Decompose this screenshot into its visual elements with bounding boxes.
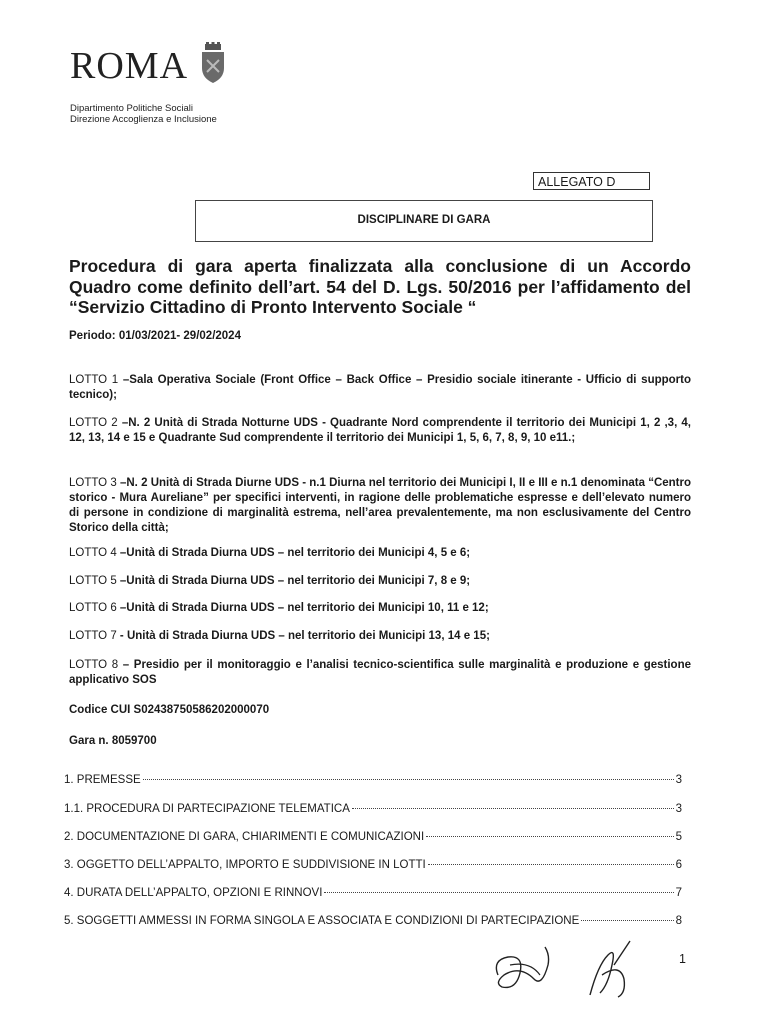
page-number: 1 xyxy=(679,952,686,966)
lot-4 xyxy=(69,546,691,561)
lot-7 xyxy=(69,629,691,644)
lot-label: LOTTO 8 xyxy=(69,659,119,671)
document-title: Procedura di gara aperta finalizzata alla conclusione di un Accordo Quadro come definito dell’art. 54 del D. Lgs. 50/2016 per l’affidamento del “Servizio Cittadino di Pronto Intervento Sociale “ xyxy=(69,256,691,317)
allegato-label: ALLEGATO D xyxy=(533,172,650,190)
department-line-2: Direzione Accoglienza e Inclusione xyxy=(70,114,217,125)
lot-label: LOTTO 1 xyxy=(69,374,119,386)
toc-leader xyxy=(324,892,673,893)
lot-2 xyxy=(69,416,691,446)
handwritten-signatures xyxy=(490,935,670,1007)
toc-title: 4. DURATA DELL’APPALTO, OPZIONI E RINNOVI xyxy=(64,887,323,899)
toc-leader xyxy=(428,864,674,865)
gara-number: Gara n. 8059700 xyxy=(69,735,157,747)
toc-title: 5. SOGGETTI AMMESSI IN FORMA SINGOLA E ASSOCIATA E CONDIZIONI DI PARTECIPAZIONE xyxy=(64,915,580,927)
roma-logo-text: ROMA xyxy=(70,45,189,87)
toc-page: 7 xyxy=(675,887,682,899)
lot-label: LOTTO 4 xyxy=(69,547,117,559)
toc-entry[interactable] xyxy=(64,915,682,931)
lot-label: LOTTO 7 xyxy=(69,630,117,642)
lot-text: - Unità di Strada Diurna UDS – nel territorio dei Municipi 13, 14 e 15; xyxy=(116,630,490,642)
lot-1 xyxy=(69,373,691,403)
toc-entry[interactable] xyxy=(64,831,682,847)
codice-cui: Codice CUI S02438750586202000070 xyxy=(69,704,270,716)
lot-label: LOTTO 2 xyxy=(69,417,118,429)
department-line-1: Dipartimento Politiche Sociali xyxy=(70,103,194,114)
toc-leader xyxy=(581,920,673,921)
toc-entry[interactable] xyxy=(64,887,682,903)
lot-text: –Unità di Strada Diurna UDS – nel territorio dei Municipi 4, 5 e 6; xyxy=(116,547,471,559)
lot-text: –N. 2 Unità di Strada Diurne UDS - n.1 Diurna nel territorio dei Municipi I, II e III e n.1 denominata “Centro storico - Mura Aureliane” per specifici interventi, in ragione delle problematiche espresse e dell’elevato numero di persone in condizione di marginalità estrema, nell’area prevalentemente, ma non esclusivamente del Centro Storico della città; xyxy=(69,477,692,534)
toc-page: 8 xyxy=(675,915,682,927)
toc-leader xyxy=(426,836,673,837)
lot-3 xyxy=(69,476,691,536)
lot-5 xyxy=(69,574,691,589)
lot-label: LOTTO 3 xyxy=(69,477,117,489)
toc-leader xyxy=(352,808,674,809)
toc-leader xyxy=(143,779,674,780)
lot-label: LOTTO 6 xyxy=(69,602,117,614)
period: Periodo: 01/03/2021- 29/02/2024 xyxy=(69,330,241,342)
toc-title: 1.1. PROCEDURA DI PARTECIPAZIONE TELEMATICA xyxy=(64,803,350,815)
document-type-box: DISCIPLINARE DI GARA xyxy=(195,200,653,242)
roma-crest-icon xyxy=(199,42,227,84)
toc-page: 3 xyxy=(675,774,682,786)
toc-page: 6 xyxy=(675,859,682,871)
toc-entry[interactable] xyxy=(64,859,682,875)
lot-text: – Presidio per il monitoraggio e l’analisi tecnico-scientifica sulle marginalità e produzione e gestione applicativo SOS xyxy=(69,659,691,686)
toc-entry[interactable] xyxy=(64,774,682,790)
lot-text: –Sala Operativa Sociale (Front Office – Back Office – Presidio sociale itinerante - Ufficio di supporto tecnico); xyxy=(69,374,691,401)
toc-entry[interactable] xyxy=(64,803,682,819)
toc-title: 2. DOCUMENTAZIONE DI GARA, CHIARIMENTI E COMUNICAZIONI xyxy=(64,831,425,843)
toc-page: 5 xyxy=(675,831,682,843)
lot-8 xyxy=(69,658,691,688)
department-block xyxy=(70,103,217,125)
toc-page: 3 xyxy=(675,803,682,815)
lot-text: –N. 2 Unità di Strada Notturne UDS - Quadrante Nord comprendente il territorio dei Municipi 1, 2 ,3, 4, 12, 13, 14 e 15 e Quadrante Sud comprendente il territorio dei Municipi 1, 5, 6, 7, 8, 9, 10 e11.; xyxy=(69,417,692,444)
lot-text: –Unità di Strada Diurna UDS – nel territorio dei Municipi 10, 11 e 12; xyxy=(116,602,489,614)
lot-6 xyxy=(69,601,691,616)
lot-label: LOTTO 5 xyxy=(69,575,117,587)
lot-text: –Unità di Strada Diurna UDS – nel territorio dei Municipi 7, 8 e 9; xyxy=(116,575,471,587)
toc-title: 3. OGGETTO DELL’APPALTO, IMPORTO E SUDDIVISIONE IN LOTTI xyxy=(64,859,426,871)
toc-title: 1. PREMESSE xyxy=(64,774,141,786)
